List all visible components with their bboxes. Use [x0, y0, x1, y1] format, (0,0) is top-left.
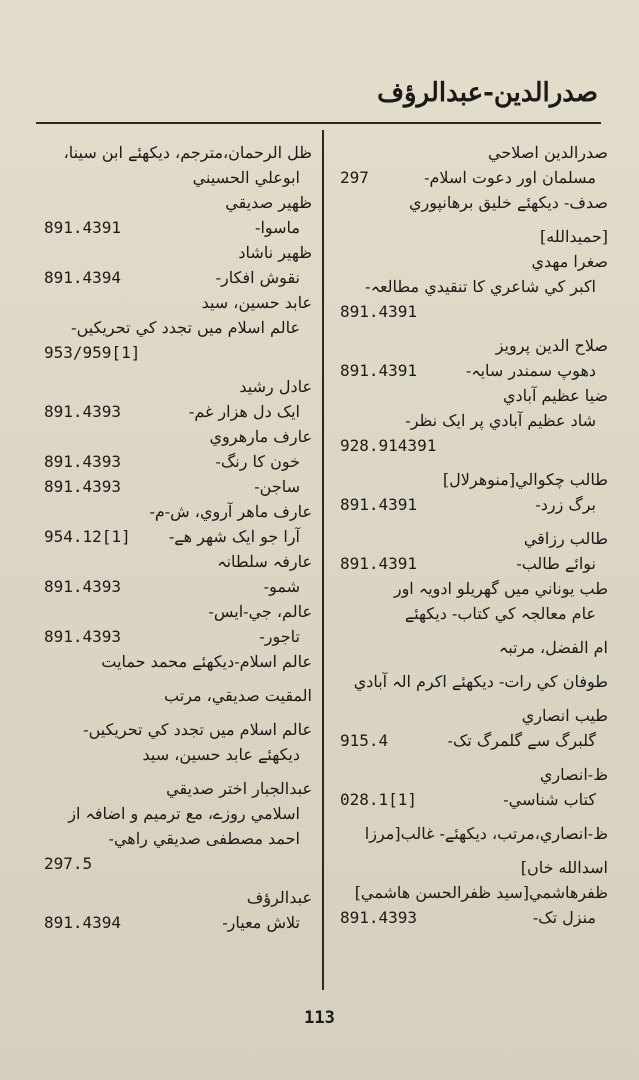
index-line [40, 399, 312, 424]
entry-text: المقیت صدیقي، مرتب [164, 686, 312, 705]
page-header-title: صدرالدین-عبدالرؤف [377, 78, 598, 108]
index-line [336, 855, 608, 880]
index-line [40, 165, 312, 190]
index-line [336, 433, 608, 458]
entry-text: عبدالرؤف [246, 888, 312, 907]
entry-text: ظفرھاشمي[سید ظفرالحسن ھاشمي] [354, 883, 608, 902]
entry-text: صغرا مھدي [531, 252, 608, 271]
entry-text: شمو- [263, 577, 300, 596]
entry-text: ماسوا- [255, 218, 300, 237]
index-line [40, 474, 312, 499]
entry-text: طالب رزاقي [523, 529, 608, 548]
index-line [336, 140, 608, 165]
entry-text: برگ زرد- [535, 495, 596, 514]
index-line [40, 215, 312, 240]
entry-text: عالم اسلام-دیکھئے محمد حمایت [101, 652, 312, 671]
index-line [336, 224, 608, 249]
entry-text: صدف- دیکھئے خلیق برھانپوري [409, 193, 608, 212]
entry-text: عالم اسلام میں تجدد کي تحریکیں- [83, 720, 312, 739]
index-line [336, 358, 608, 383]
index-line [336, 467, 608, 492]
entry-text: عبدالجبار اختر صدیقي [166, 779, 312, 798]
index-line [40, 776, 312, 801]
entry-text: شاد عظیم آبادي پر ایک نظر- [405, 411, 596, 430]
index-line [40, 624, 312, 649]
right-column [336, 140, 608, 930]
index-line [336, 383, 608, 408]
classification-number: 297.5 [44, 854, 93, 873]
classification-number: 915.4 [340, 731, 389, 750]
column-divider [322, 130, 324, 990]
page-number: 113 [304, 1008, 335, 1028]
entry-text: طالب چکوالي[منوھرلال] [442, 470, 608, 489]
index-line [336, 526, 608, 551]
entry-text: اسدالله خاں] [520, 858, 608, 877]
entry-text: نوائے طالب- [516, 554, 596, 573]
entry-text: صدرالدین اصلاحي [488, 143, 608, 162]
entry-text: ظل الرحمان،مترجم، دیکھئے ابن سینا، [63, 143, 312, 162]
classification-number: 891.4391 [44, 218, 122, 237]
classification-number: 891.4394 [44, 268, 122, 287]
index-line [336, 299, 608, 324]
classification-number: 891.4393 [44, 577, 122, 596]
entry-text: احمد مصطفی صدیقي راھي- [108, 829, 300, 848]
entry-text: طیب انصاري [521, 706, 608, 725]
entry-text: آرا جو ایک شھر ھے- [168, 527, 300, 546]
left-column [40, 140, 312, 935]
entry-text: ایک دل ھزار غم- [188, 402, 300, 421]
index-line [40, 574, 312, 599]
index-line [336, 274, 608, 299]
classification-number: 297 [340, 168, 369, 187]
index-line [40, 315, 312, 340]
classification-number: 891.4393 [340, 908, 418, 927]
header-rule [36, 122, 601, 124]
index-line [336, 165, 608, 190]
classification-number: 891.4393 [44, 477, 122, 496]
entry-text: اکبر کي شاعري کا تنقیدي مطالعہ- [365, 277, 596, 296]
index-line [40, 910, 312, 935]
index-line [40, 190, 312, 215]
classification-number: 891.4393 [44, 402, 122, 421]
classification-number: 891.4393 [44, 627, 122, 646]
entry-text: ظ-انصاري،مرتب، دیکھئے- غالب[مرزا [364, 824, 608, 843]
entry-text: اسلامي روزے، مع ترمیم و اضافہ از [68, 804, 300, 823]
index-line [336, 728, 608, 753]
entry-text: دیکھئے عابد حسین، سید [142, 745, 300, 764]
entry-text: مسلمان اور دعوت اسلام- [424, 168, 596, 187]
index-line [40, 549, 312, 574]
classification-number: 953/959[1] [44, 343, 141, 362]
entry-text: صلاح الدین پرویز [495, 336, 608, 355]
index-line [40, 801, 312, 826]
index-line [40, 599, 312, 624]
classification-number: 891.4391 [340, 361, 418, 380]
index-line [40, 742, 312, 767]
classification-number: 028.1[1] [340, 790, 418, 809]
entry-text: ام الفضل، مرتبہ [498, 638, 608, 657]
index-line [40, 683, 312, 708]
index-line [336, 601, 608, 626]
index-line [40, 885, 312, 910]
entry-text: عالم اسلام میں تجدد کي تحریکیں- [71, 318, 300, 337]
entry-text: طب یوناني میں گھریلو ادویہ اور [393, 579, 608, 598]
entry-text: عارفہ سلطانہ [217, 552, 312, 571]
index-line [336, 669, 608, 694]
entry-text: خون کا رنگ- [215, 452, 300, 471]
entry-text: نقوش افکار- [215, 268, 300, 287]
index-line [336, 492, 608, 517]
index-line [40, 265, 312, 290]
index-line [40, 449, 312, 474]
entry-text: ضیا عظیم آبادي [502, 386, 608, 405]
entry-text: عابد حسین، سید [201, 293, 312, 312]
index-line [40, 140, 312, 165]
entry-text: عام معالجہ کي کتاب- دیکھئے [404, 604, 596, 623]
index-line [336, 190, 608, 215]
index-line [40, 374, 312, 399]
index-line [40, 851, 312, 876]
index-line [40, 424, 312, 449]
index-line [336, 408, 608, 433]
index-line [40, 240, 312, 265]
entry-text: تلاش معیار- [222, 913, 300, 932]
classification-number: 891.4391 [340, 302, 418, 321]
entry-text: عالم، جي-ایس- [208, 602, 312, 621]
index-line [336, 905, 608, 930]
index-line [336, 787, 608, 812]
entry-text: منزل تک- [532, 908, 596, 927]
index-line [336, 576, 608, 601]
entry-text: عارف مارھروي [209, 427, 312, 446]
index-line [336, 551, 608, 576]
index-line [40, 649, 312, 674]
entry-text: ساجن- [254, 477, 300, 496]
classification-number: 928.914391 [340, 436, 437, 455]
index-line [40, 826, 312, 851]
classification-number: 891.4391 [340, 554, 418, 573]
entry-text: [حمیدالله] [539, 227, 608, 246]
entry-text: عارف ماھر آروي، ش-م- [149, 502, 312, 521]
classification-number: 954.12[1] [44, 527, 131, 546]
entry-text: ظھیر صدیقي [225, 193, 312, 212]
index-line [336, 762, 608, 787]
entry-text: گلبرگ سے گلمرگ تک- [447, 731, 596, 750]
entry-text: کتاب شناسي- [503, 790, 596, 809]
entry-text: عادل رشید [239, 377, 312, 396]
index-line [40, 340, 312, 365]
index-line [336, 821, 608, 846]
index-line [40, 290, 312, 315]
index-line [336, 249, 608, 274]
index-line [40, 717, 312, 742]
index-line [40, 524, 312, 549]
classification-number: 891.4393 [44, 452, 122, 471]
index-line [336, 880, 608, 905]
index-line [336, 333, 608, 358]
entry-text: طوفان کي رات- دیکھئے اکرم الہ آبادي [353, 672, 608, 691]
classification-number: 891.4391 [340, 495, 418, 514]
entry-text: ابوعلي الحسیني [192, 168, 300, 187]
entry-text: ظ-انصاري [539, 765, 608, 784]
classification-number: 891.4394 [44, 913, 122, 932]
index-line [40, 499, 312, 524]
entry-text: تاجور- [259, 627, 300, 646]
entry-text: ظھیر ناشاد [238, 243, 312, 262]
index-line [336, 703, 608, 728]
index-line [336, 635, 608, 660]
entry-text: دھوپ سمندر سایہ- [465, 361, 596, 380]
